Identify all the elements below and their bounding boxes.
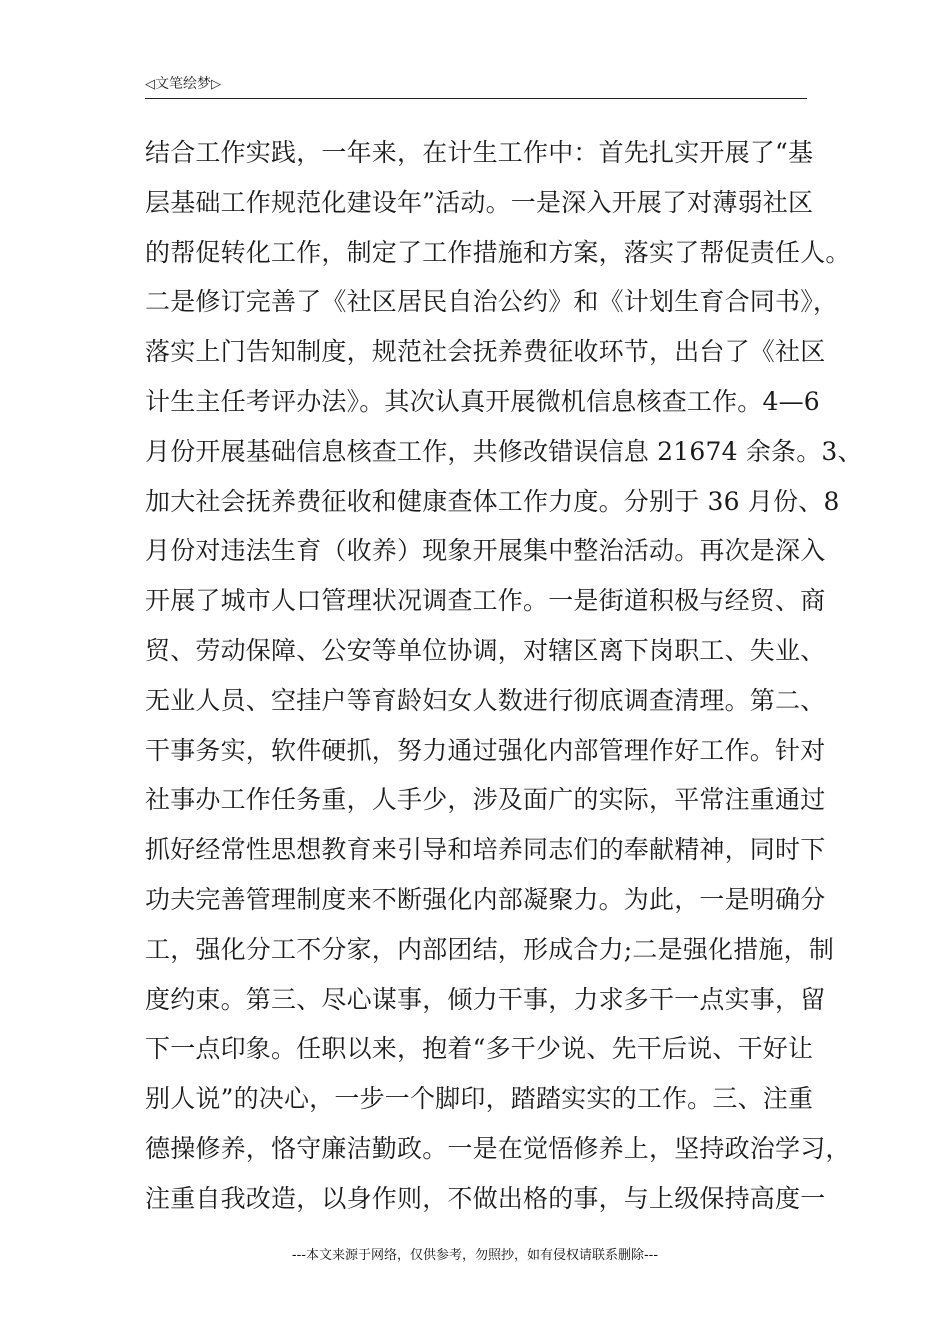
body-line: 下一点印象。任职以来，抱着“多干少说、先干后说、干好让 xyxy=(145,1034,814,1064)
body-line: 工，强化分工不分家，内部团结，形成合力;二是强化措施，制 xyxy=(145,934,835,964)
body-line: 结合工作实践，一年来，在计生工作中：首先扎实开展了“基 xyxy=(145,138,814,167)
body-line: 注重自我改造，以身作则，不做出格的事，与上级保持高度一 xyxy=(145,1183,826,1213)
body-line: 计生主任考评办法》。其次认真开展微机信息核查工作。4—6 xyxy=(145,386,820,416)
body-line: 社事办工作任务重，人手少，涉及面广的实际，平常注重通过 xyxy=(145,785,826,815)
body-line: 别人说”的决心，一步一个脚印，踏踏实实的工作。三、注重 xyxy=(145,1084,814,1114)
body-line: 的帮促转化工作，制定了工作措施和方案，落实了帮促责任人。 xyxy=(145,237,851,267)
document-body xyxy=(145,128,863,1224)
body-line: 功夫完善管理制度来不断强化内部凝聚力。为此，一是明确分 xyxy=(145,884,826,914)
body-line: 度约束。第三、尽心谋事，倾力干事，力求多干一点实事，留 xyxy=(145,984,826,1014)
body-line: 开展了城市人口管理状况调查工作。一是街道积极与经贸、商 xyxy=(145,586,826,616)
left-triangle-icon: ◁ xyxy=(145,77,155,92)
body-line: 落实上门告知制度，规范社会抚养费征收环节，出台了《社区 xyxy=(145,337,826,367)
footer-notice: ---本文来源于网络，仅供参考，勿照抄，如有侵权请联系删除--- xyxy=(291,1248,659,1263)
body-line: 贸、劳动保障、公安等单位协调，对辖区离下岗职工、失业、 xyxy=(145,635,826,665)
body-line: 抓好经常性思想教育来引导和培养同志们的奉献精神，同时下 xyxy=(145,835,826,865)
body-line: 层基础工作规范化建设年”活动。一是深入开展了对薄弱社区 xyxy=(145,187,814,217)
page-header xyxy=(145,74,807,99)
body-line: 二是修订完善了《社区居民自治公约》和《计划生育合同书》， xyxy=(145,287,839,317)
body-line: 月份对违法生育（收养）现象开展集中整治活动。再次是深入 xyxy=(145,536,826,566)
body-line: 德操修养，恪守廉洁勤政。一是在觉悟修养上，坚持政治学习， xyxy=(145,1133,851,1163)
body-line: 干事务实，软件硬抓，努力通过强化内部管理作好工作。针对 xyxy=(145,735,826,765)
header-title: 文笔绘梦 xyxy=(155,76,211,92)
body-line: 月份开展基础信息核查工作，共修改错误信息 21674 余条。3、 xyxy=(145,436,863,466)
right-triangle-icon: ▷ xyxy=(211,77,221,92)
body-line: 无业人员、空挂户等育龄妇女人数进行彻底调查清理。第二、 xyxy=(145,685,826,715)
body-line: 加大社会抚养费征收和健康查体工作力度。分别于 36 月份、8 xyxy=(145,486,840,516)
